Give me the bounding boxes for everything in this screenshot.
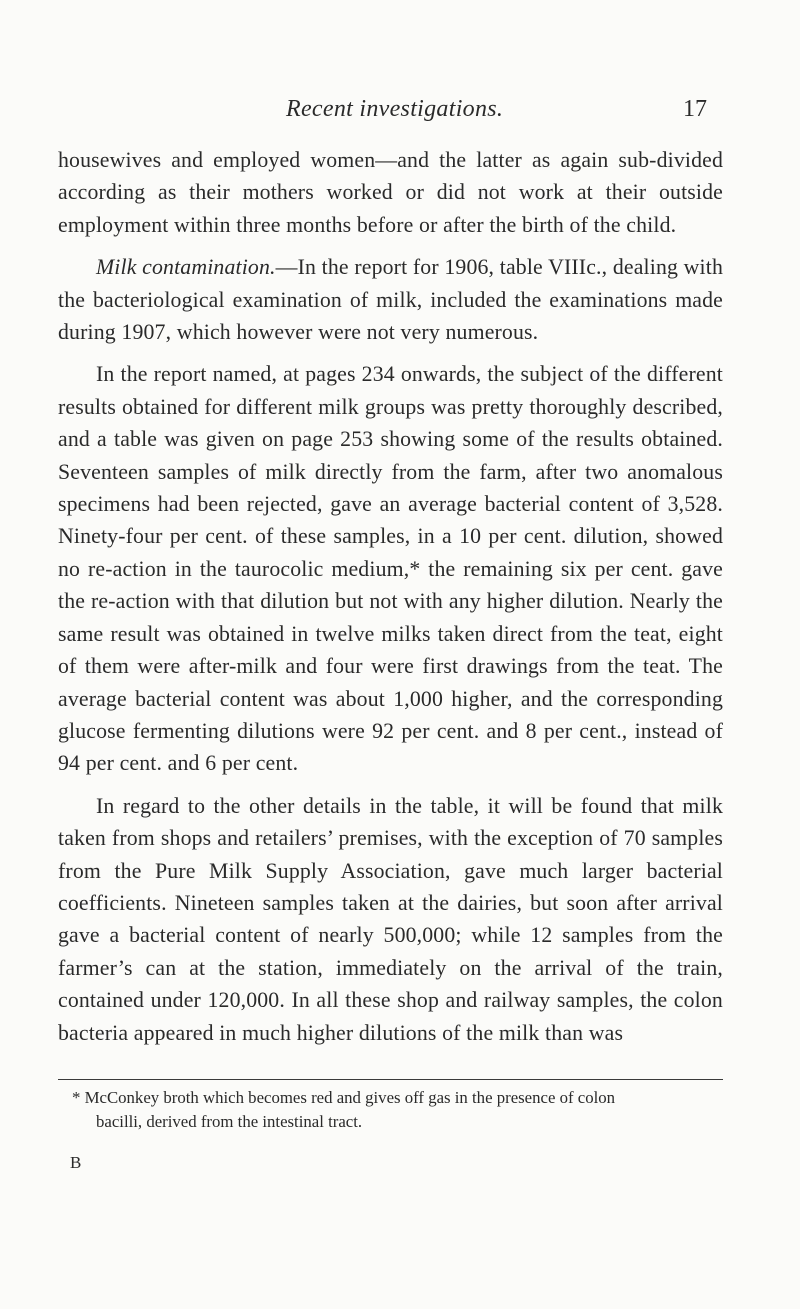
body-text bbox=[58, 144, 723, 1059]
paragraph-text: In regard to the other details in the table, it will be found that milk taken from shops and retailers’ premises, with the exception of 70 samples from the Pure Milk Supply Association, gave much larger bacterial coefficients. Nineteen samples taken at the dairies, but soon after arrival gave a bacterial content of nearly 500,000; while 12 samples from the farmer’s can at the station, immediately on the arrival of the train, contained under 120,000. In all these shop and railway samples, the colon bacteria appeared in much higher dilutions of the milk than was bbox=[58, 793, 723, 1045]
footnote bbox=[58, 1086, 723, 1134]
footnote-line-1: * McConkey broth which becomes red and gives off gas in the presence of colon bbox=[72, 1088, 616, 1107]
section-run-in-heading: Milk contamination. bbox=[96, 255, 276, 280]
signature-mark: B bbox=[70, 1153, 82, 1172]
paragraph-text: In the report named, at pages 234 onwards, the subject of the different results obtained for different milk groups was pretty thoroughly described, and a table was given on page 253 showing some of the results obtained. Seventeen samples of milk directly from the farm, after two anomalous specimens had been rejected, gave an average bacterial content of 3,528. Ninety-four per cent. of these samples, in a 10 per cent. dilution, showed no re-action in the taurocolic medium,* the remaining six per cent. gave the re-action with that dilution but not with any higher dilution. Nearly the same result was obtained in twelve milks taken direct from the teat, eight of them were after-milk and four were first drawings from the teat. The average bacterial content was about 1,000 higher, and the corresponding glucose fermenting dilutions were 92 per cent. and 8 per cent., instead of 94 per cent. and 6 per cent. bbox=[58, 362, 723, 776]
paragraph-3 bbox=[58, 358, 723, 779]
paragraph-text: —In the report for 1906, table VIIIc., dealing with the bacteriological examination of milk, included the examinations made during 1907, which however were not very numerous. bbox=[58, 255, 724, 345]
running-title: Recent investigations. bbox=[286, 96, 504, 122]
page-number: 17 bbox=[683, 96, 707, 122]
book-page bbox=[58, 0, 723, 1309]
paragraph-2 bbox=[58, 251, 723, 348]
paragraph-text: housewives and employed women—and the latter as again sub-divided according as their mothers worked or did not work at their outside employment within three months before or after the birth of the child. bbox=[58, 148, 723, 237]
paragraph-1 bbox=[58, 144, 723, 241]
paragraph-4 bbox=[58, 790, 723, 1049]
footnote-rule bbox=[58, 1079, 723, 1080]
running-head bbox=[58, 96, 723, 130]
footnote-line-2: bacilli, derived from the intestinal tract. bbox=[96, 1112, 363, 1131]
